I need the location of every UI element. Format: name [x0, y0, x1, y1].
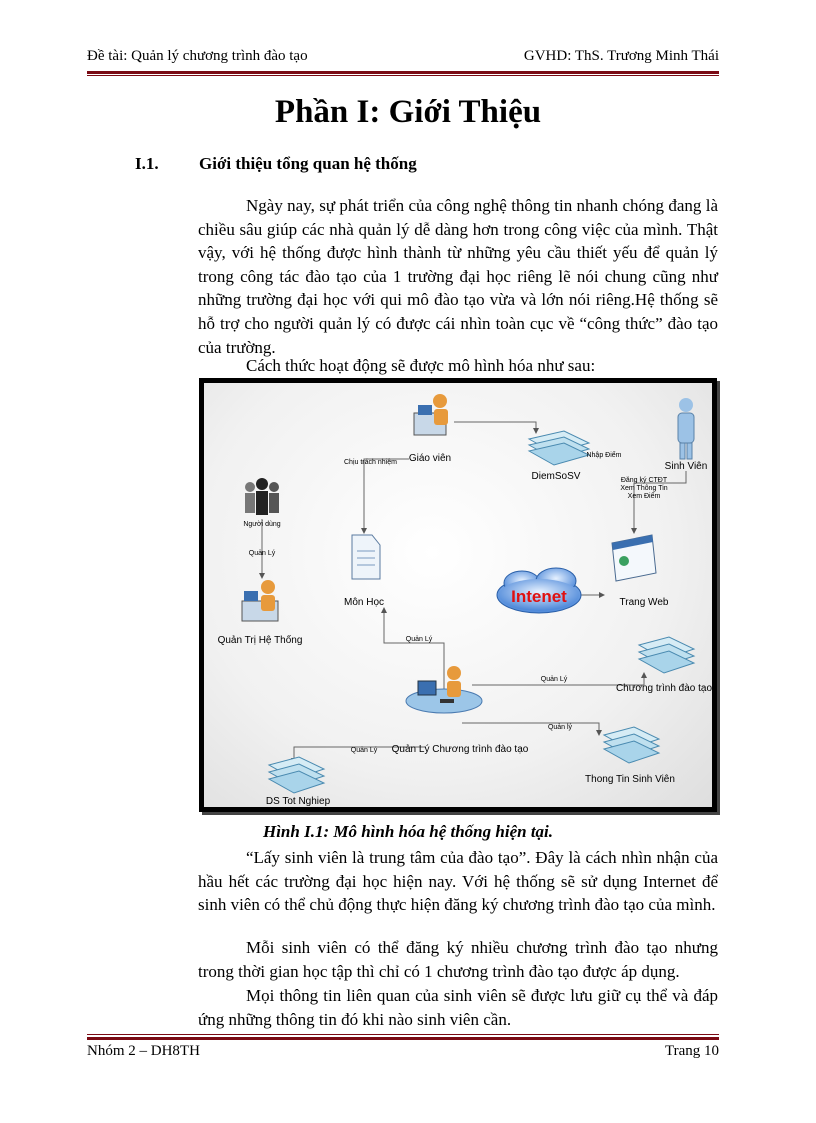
edge-label-quan-ly-tt: Quản lý — [547, 724, 573, 731]
edge-quan-ly-tt — [462, 723, 599, 735]
edge-label-nhap-diem: Nhập Điểm — [586, 452, 622, 459]
footer-rule — [87, 1037, 719, 1040]
users-icon — [245, 478, 279, 515]
node-internet: Intenet — [511, 587, 567, 606]
header-rule — [87, 71, 719, 74]
edge-chiu-trach-nhiem — [364, 459, 409, 533]
paragraph-student-centered: “Lấy sinh viên là trung tâm của đào tạo”. Đây là cách nhìn nhận của hầu hết các trường đại học hiện nay. Với hệ thống sẽ sử dụng Internet để sinh viên có thể chủ động thực hiện đăng ký chương trình đào tạo của mình. — [198, 848, 718, 915]
edge-label-xem-thong-tin: Xem Thông Tin — [620, 485, 668, 492]
student-icon — [678, 398, 694, 459]
page-number: Trang 10 — [664, 1043, 719, 1059]
paragraph-intro: Ngày nay, sự phát triển của công nghệ thông tin nhanh chóng đang là chiều sâu giúp các nhà quản lý dễ dàng hơn trong công việc của mình. Thật vậy, với hệ thống được hình thành từ những yêu cầu thiết yếu để quản lý trong công tác đào tạo của 1 trường đại học riêng lẽ nói chung cũng như những trường đại học với qui mô đào tạo vừa và lớn nói riêng.Hệ thống sẽ hỗ trợ cho người quản lý có được cái nhìn toàn cục về “công thức” đào tạo của trường. — [198, 196, 718, 357]
system-diagram — [199, 378, 717, 812]
header-advisor: GVHD: ThS. Trương Minh Thái — [523, 48, 719, 64]
edge-label-xem-diem: Xem Điểm — [627, 493, 661, 500]
figure-caption: Hình I.1: Mô hình hóa hệ thống hiện tại. — [262, 822, 554, 841]
node-chuong-trinh: Chương trình đào tạo — [615, 683, 712, 694]
node-trang-web: Trang Web — [619, 597, 669, 608]
program-icon — [639, 637, 694, 673]
section-heading — [135, 154, 417, 174]
edge-label-dang-ky: Đăng ký CTĐT — [620, 477, 668, 484]
page-footer — [87, 1043, 719, 1060]
header-topic: Đề tài: Quản lý chương trình đào tạo — [87, 48, 308, 64]
node-quan-ly-ctdt: Quản Lý Chương trình đào tạo — [391, 744, 529, 755]
node-ds-tot-nghiep: DS Tot Nghiep — [265, 796, 331, 807]
teacher-icon — [414, 394, 448, 435]
node-sinh-vien: Sinh Viên — [664, 461, 708, 472]
footer-rule-thin — [87, 1034, 719, 1035]
paragraph-storage: Mọi thông tin liên quan của sinh viên sẽ được lưu giữ cụ thể và đáp ứng những thông tin đó khi nào sinh viên cần. — [198, 986, 718, 1029]
node-mon-hoc: Môn Học — [343, 597, 385, 608]
section-number: I.1. — [135, 154, 159, 173]
edge-label-quan-ly-ds: Quản Lý — [350, 747, 378, 754]
web-page-icon — [612, 535, 656, 581]
node-giao-vien: Giáo viên — [408, 453, 452, 464]
subject-icon — [352, 535, 380, 579]
header-rule-thin — [87, 75, 719, 76]
node-nguoi-dung: Người dùng — [243, 521, 281, 528]
edge-label-quan-ly-user: Quản Lý — [248, 550, 276, 557]
section-title: Giới thiệu tổng quan hệ thống — [199, 154, 417, 173]
admin-icon — [242, 580, 278, 621]
edge-label-quan-ly-monhoc: Quản Lý — [405, 636, 433, 643]
page-header — [87, 48, 719, 68]
paragraph-registration: Mỗi sinh viên có thể đăng ký nhiều chương trình đào tạo nhưng trong thời gian học tập thì chỉ có 1 chương trình đào tạo được áp dụng. — [198, 938, 718, 981]
edge-nhap-diem — [454, 422, 536, 433]
footer-group: Nhóm 2 – DH8TH — [87, 1043, 200, 1059]
node-thong-tin-sv: Thong Tin Sinh Viên — [585, 774, 675, 785]
page-title: Phần I: Giới Thiệu — [274, 94, 542, 130]
diemsosv-icon — [529, 431, 589, 465]
edge-label-chiu-trach-nhiem: Chịu trách nhiệm — [344, 459, 397, 466]
node-quan-tri: Quản Trị Hệ Thống — [217, 635, 303, 646]
graduates-icon — [269, 757, 324, 793]
node-diemsosv: DiemSoSV — [531, 471, 581, 482]
paragraph-model: Cách thức hoạt động sẽ được mô hình hóa như sau: — [246, 356, 596, 375]
edge-label-quan-ly-ctdt: Quản Lý — [540, 676, 568, 683]
student-info-icon — [604, 727, 659, 763]
